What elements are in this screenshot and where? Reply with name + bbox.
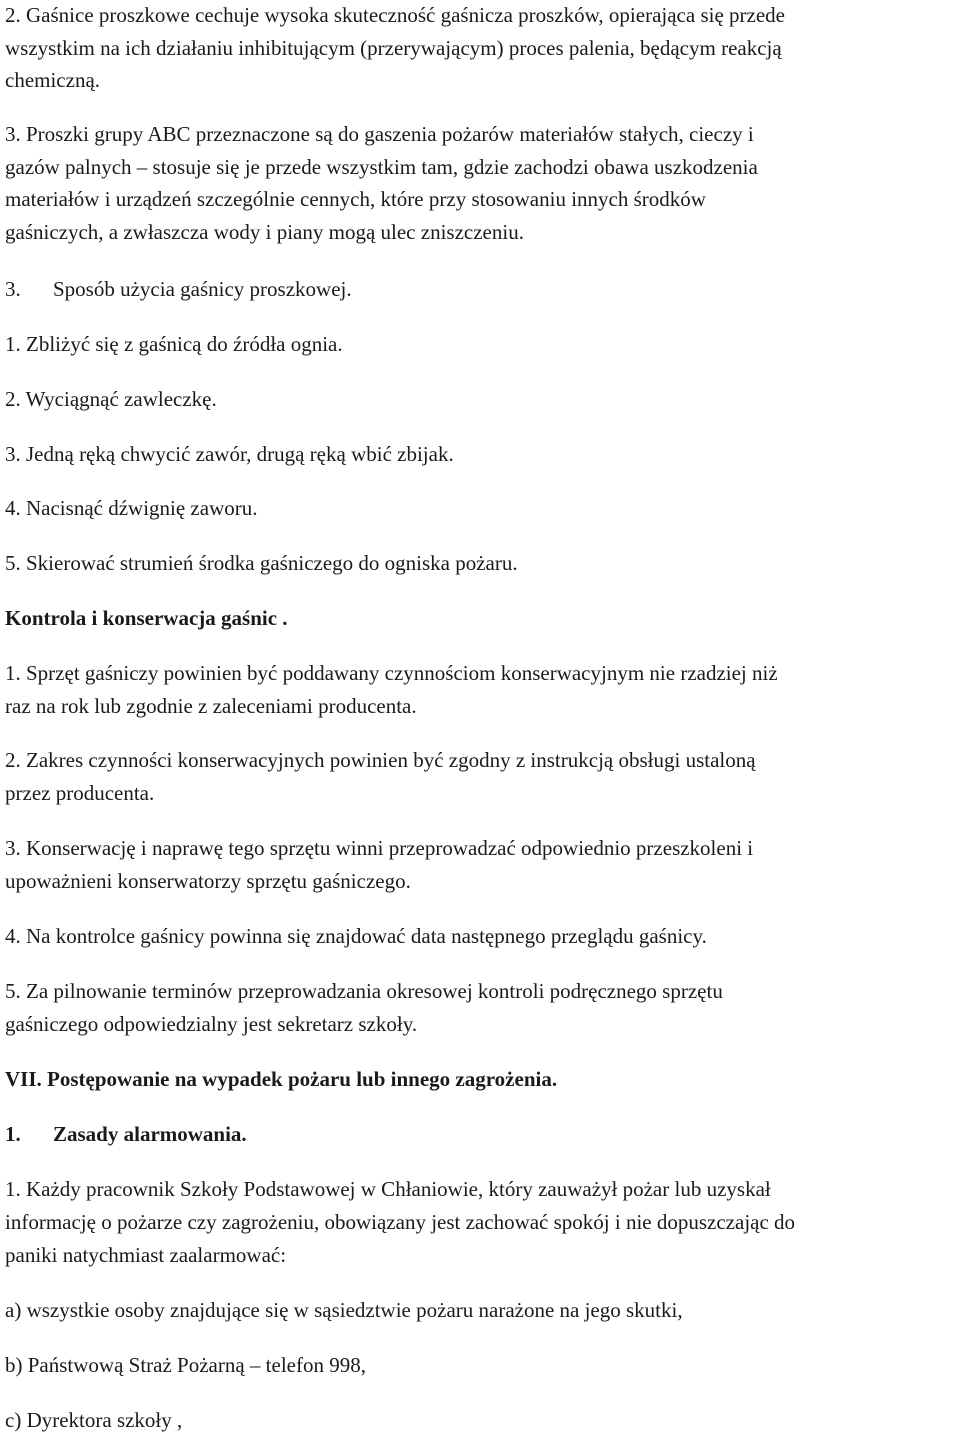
usage-heading <box>5 279 352 300</box>
control-item-4: 4. Na kontrolce gaśnicy powinna się znajdować data następnego przeglądu gaśnicy. <box>5 924 707 948</box>
paragraph-2-line-2: wszystkim na ich działaniu inhibitującym (przerywającym) proces palenia, będącym reakcją <box>5 36 782 60</box>
alarm-paragraph-line-1: 1. Każdy pracownik Szkoły Podstawowej w Chłaniowie, który zauważył pożar lub uzyskał <box>5 1177 771 1201</box>
section-7-heading: VII. Postępowanie na wypadek pożaru lub innego zagrożenia. <box>5 1067 558 1091</box>
subsection-number: 1. <box>5 1122 21 1146</box>
usage-step-2: 2. Wyciągnąć zawleczkę. <box>5 387 217 411</box>
paragraph-3-line-3: materiałów i urządzeń szczególnie cennych, które przy stosowaniu innych środków <box>5 187 706 211</box>
usage-step-3: 3. Jedną ręką chwycić zawór, drugą ręką wbić zbijak. <box>5 442 454 466</box>
subsection-heading <box>5 1124 247 1145</box>
alarm-item-c: c) Dyrektora szkoły , <box>5 1408 183 1432</box>
paragraph-3-line-4: gaśniczych, a zwłaszcza wody i piany mogą ulec zniszczeniu. <box>5 220 524 244</box>
alarm-paragraph-line-2: informację o pożarze czy zagrożeniu, obowiązany jest zachować spokój i nie dopuszczając do <box>5 1210 796 1234</box>
control-item-2-line-1: 2. Zakres czynności konserwacyjnych powinien być zgodny z instrukcją obsługi ustaloną <box>5 748 756 772</box>
control-item-5-line-2: gaśniczego odpowiedzialny jest sekretarz szkoły. <box>5 1012 418 1036</box>
alarm-item-a: a) wszystkie osoby znajdujące się w sąsiedztwie pożaru narażone na jego skutki, <box>5 1298 683 1322</box>
usage-step-5: 5. Skierować strumień środka gaśniczego do ogniska pożaru. <box>5 551 518 575</box>
usage-heading-number: 3. <box>5 277 21 301</box>
subsection-title: Zasady alarmowania. <box>53 1122 247 1146</box>
usage-heading-title: Sposób użycia gaśnicy proszkowej. <box>53 277 352 301</box>
control-item-2-line-2: przez producenta. <box>5 781 155 805</box>
paragraph-3-line-1: 3. Proszki grupy ABC przeznaczone są do gaszenia pożarów materiałów stałych, cieczy i <box>5 122 754 146</box>
paragraph-2-line-1: 2. Gaśnice proszkowe cechuje wysoka skuteczność gaśnicza proszków, opierająca się przede <box>5 3 785 27</box>
control-item-3-line-2: upoważnieni konserwatorzy sprzętu gaśniczego. <box>5 869 411 893</box>
control-item-3-line-1: 3. Konserwację i naprawę tego sprzętu winni przeprowadzać odpowiednio przeszkoleni i <box>5 836 754 860</box>
control-heading: Kontrola i konserwacja gaśnic . <box>5 606 288 630</box>
alarm-item-b: b) Państwową Straż Pożarną – telefon 998, <box>5 1353 366 1377</box>
alarm-paragraph-line-3: paniki natychmiast zaalarmować: <box>5 1243 287 1267</box>
paragraph-3-line-2: gazów palnych – stosuje się je przede wszystkim tam, gdzie zachodzi obawa uszkodzenia <box>5 155 758 179</box>
paragraph-2-line-3: chemiczną. <box>5 68 101 92</box>
usage-step-4: 4. Nacisnąć dźwignię zaworu. <box>5 496 258 520</box>
usage-step-1: 1. Zbliżyć się z gaśnicą do źródła ognia. <box>5 332 343 356</box>
control-item-1-line-1: 1. Sprzęt gaśniczy powinien być poddawany czynnościom konserwacyjnym nie rzadziej niż <box>5 661 778 685</box>
control-item-1-line-2: raz na rok lub zgodnie z zaleceniami producenta. <box>5 694 417 718</box>
control-item-5-line-1: 5. Za pilnowanie terminów przeprowadzania okresowej kontroli podręcznego sprzętu <box>5 979 723 1003</box>
